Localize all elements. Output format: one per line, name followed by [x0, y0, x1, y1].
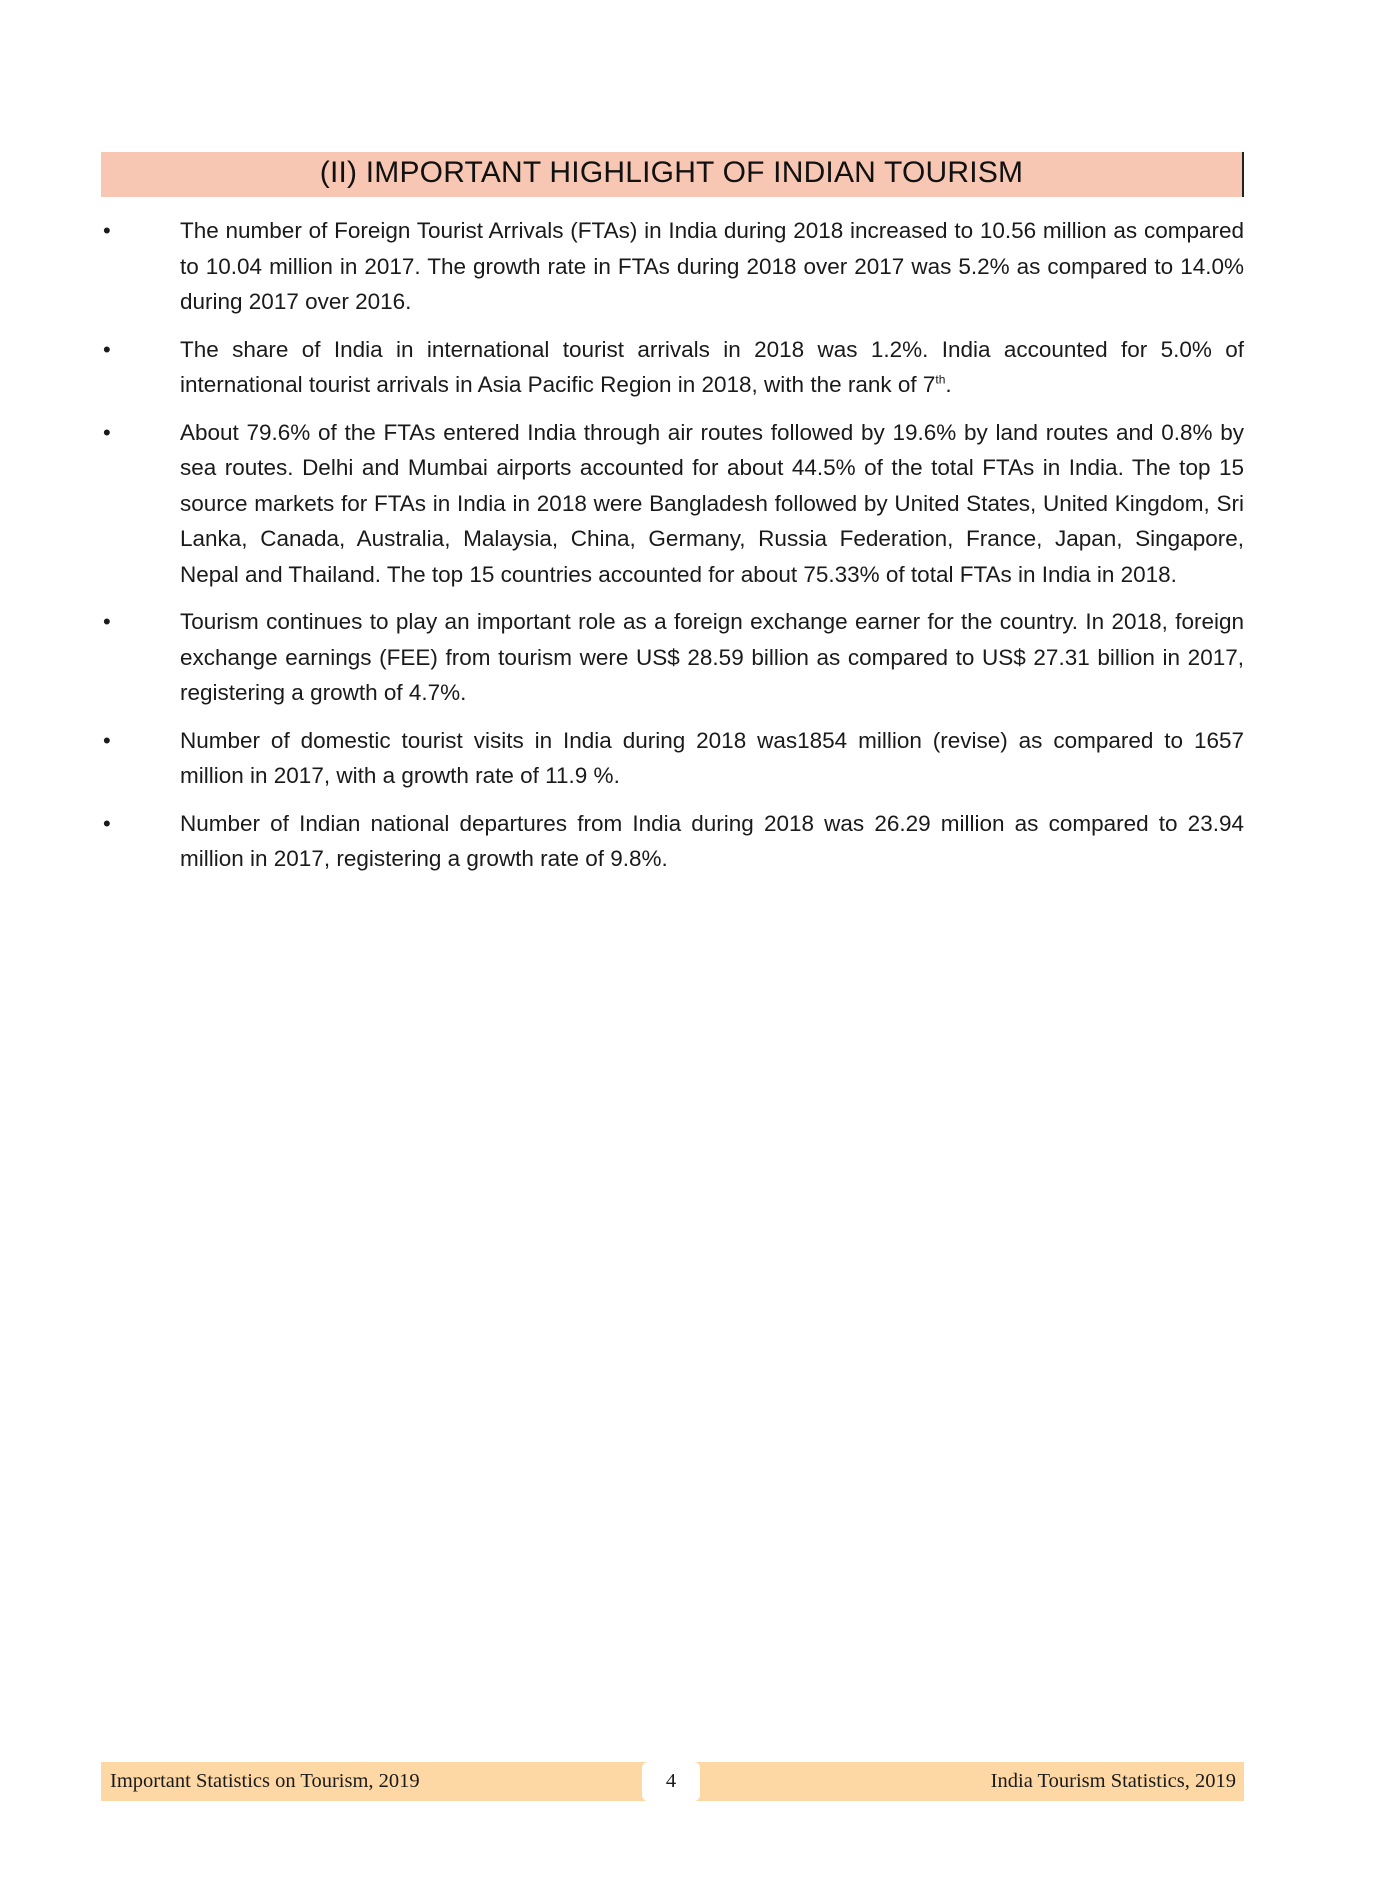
- bullet-icon: •: [103, 609, 111, 634]
- bullet-icon: •: [103, 727, 111, 753]
- list-item: [101, 415, 1244, 593]
- bullet-icon: •: [103, 419, 111, 445]
- bullet-icon: •: [103, 336, 111, 362]
- list-item: [101, 604, 1244, 711]
- bullet-text: The number of Foreign Tourist Arrivals (FTAs) in India during 2018 increased to 10.56 million as compared to 10.04 million in 2017. The growth rate in FTAs during 2018 over 2017 was 5.2% as compared to 14.0% during 2017 over 2016.: [180, 218, 1244, 314]
- bullet-text-suffix: .: [945, 372, 952, 397]
- bullet-text: Number of Indian national departures from India during 2018 was 26.29 million as compared to 23.94 million in 2017, registering a growth rate of 9.8%.: [180, 810, 1244, 871]
- bullet-text: The share of India in international tourist arrivals in 2018 was 1.2%. India accounted for 5.0% of international tourist arrivals in Asia Pacific Region in 2018, with the rank of 7: [180, 336, 1244, 397]
- bullet-icon: •: [103, 810, 111, 836]
- footer-right-title: India Tourism Statistics, 2019: [990, 1770, 1236, 1792]
- bullet-text: Tourism continues to play an important role as a foreign exchange earner for the country. In 2018, foreign exchange earnings (FEE) from tourism were US$ 28.59 billion as compared to US$ 27.31 billion in 2017, registering a growth of 4.7%.: [180, 609, 1244, 705]
- bullet-text: About 79.6% of the FTAs entered India through air routes followed by 19.6% by land routes and 0.8% by sea routes. Delhi and Mumbai airports accounted for about 44.5% of the total FTAs in India. The top 15 source markets for FTAs in India in 2018 were Bangladesh followed by United States, United Kingdom, Sri Lanka, Canada, Australia, Malaysia, China, Germany, Russia Federation, France, Japan, Singapore, Nepal and Thailand. The top 15 countries accounted for about 75.33% of total FTAs in India in 2018.: [180, 419, 1244, 587]
- page-footer: [101, 1762, 1244, 1801]
- bullet-text: Number of domestic tourist visits in India during 2018 was1854 million (revise) as compared to 1657 million in 2017, with a growth rate of 11.9 %.: [180, 727, 1244, 788]
- section-title-band: [101, 152, 1244, 197]
- footer-left-title: Important Statistics on Tourism, 2019: [110, 1770, 420, 1792]
- list-item: [101, 213, 1244, 320]
- list-item: [101, 806, 1244, 877]
- bullet-icon: •: [103, 218, 111, 243]
- section-title: (II) IMPORTANT HIGHLIGHT OF INDIAN TOURISM: [319, 156, 1024, 189]
- list-item: [101, 332, 1244, 403]
- ordinal-superscript: th: [935, 372, 946, 387]
- page-number: 4: [642, 1762, 700, 1801]
- highlights-list: [101, 213, 1244, 889]
- list-item: [101, 723, 1244, 794]
